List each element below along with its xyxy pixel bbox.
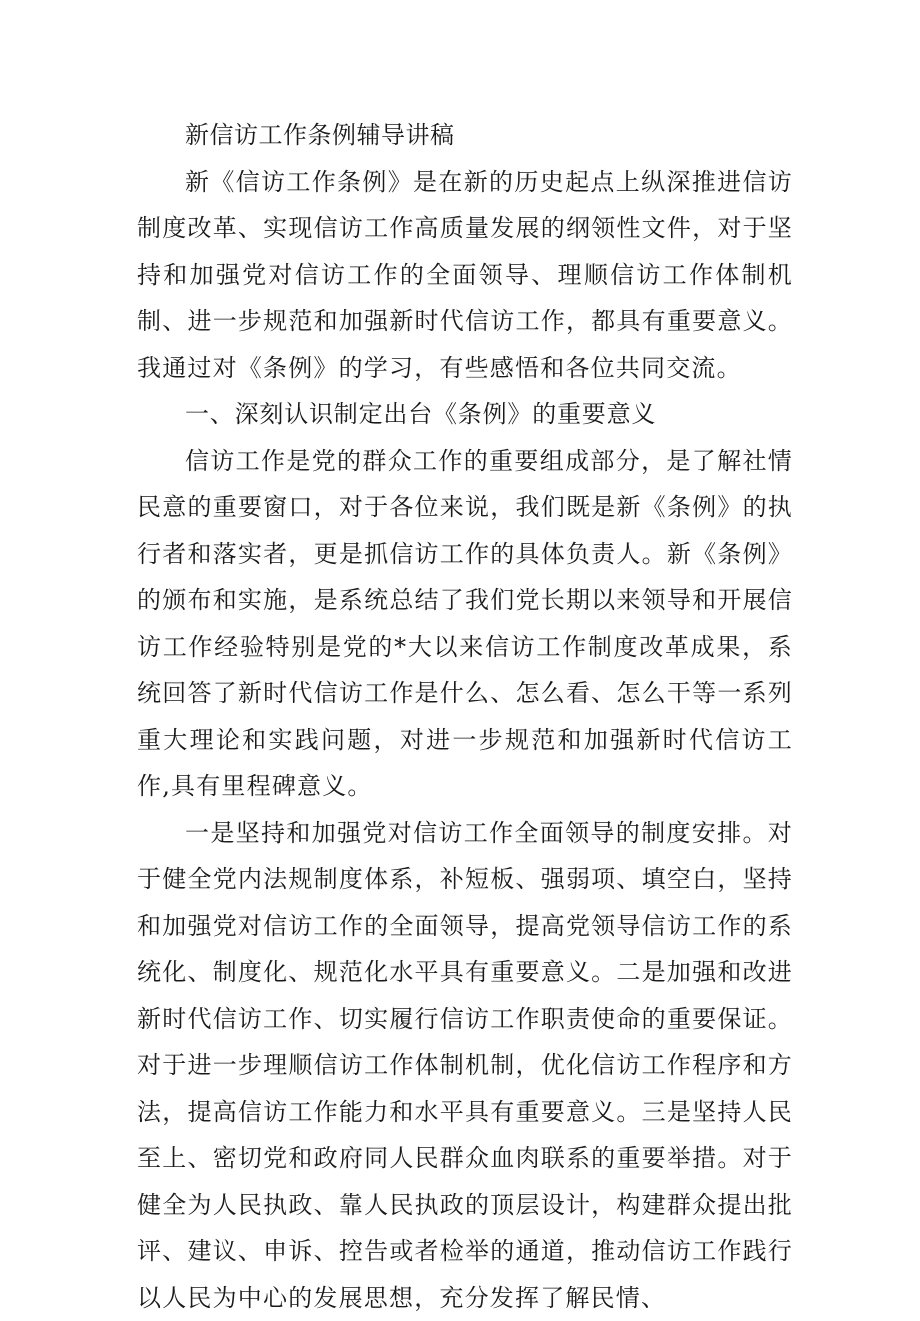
document-body — [137, 112, 793, 1321]
body-paragraph: 信访工作是党的群众工作的重要组成部分，是了解社情民意的重要窗口，对于各位来说，我们既是新《条例》的执行者和落实者，更是抓信访工作的具体负责人。新《条例》的颁布和实施，是系统总结了我们党长期以来领导和开展信访工作经验特别是党的*大以来信访工作制度改革成果，系统回答了新时代信访工作是什么、怎么看、怎么干等一系列重大理论和实践问题，对进一步规范和加强新时代信访工作,具有里程碑意义。 — [137, 438, 793, 810]
document-title: 新信访工作条例辅导讲稿 — [137, 112, 793, 159]
section-heading: 一、深刻认识制定出台《条例》的重要意义 — [137, 391, 793, 438]
intro-paragraph: 新《信访工作条例》是在新的历史起点上纵深推进信访制度改革、实现信访工作高质量发展的纲领性文件，对于坚持和加强党对信访工作的全面领导、理顺信访工作体制机制、进一步规范和加强新时代信访工作，都具有重要意义。我通过对《条例》的学习，有些感悟和各位共同交流。 — [137, 159, 793, 392]
body-paragraph: 一是坚持和加强党对信访工作全面领导的制度安排。对于健全党内法规制度体系，补短板、强弱项、填空白，坚持和加强党对信访工作的全面领导，提高党领导信访工作的系统化、制度化、规范化水平具有重要意义。二是加强和改进新时代信访工作、切实履行信访工作职责使命的重要保证。对于进一步理顺信访工作体制机制，优化信访工作程序和方法，提高信访工作能力和水平具有重要意义。三是坚持人民至上、密切党和政府同人民群众血肉联系的重要举措。对于健全为人民执政、靠人民执政的顶层设计，构建群众提出批评、建议、申诉、控告或者检举的通道，推动信访工作践行以人民为中心的发展思想，充分发挥了解民情、 — [137, 810, 793, 1321]
